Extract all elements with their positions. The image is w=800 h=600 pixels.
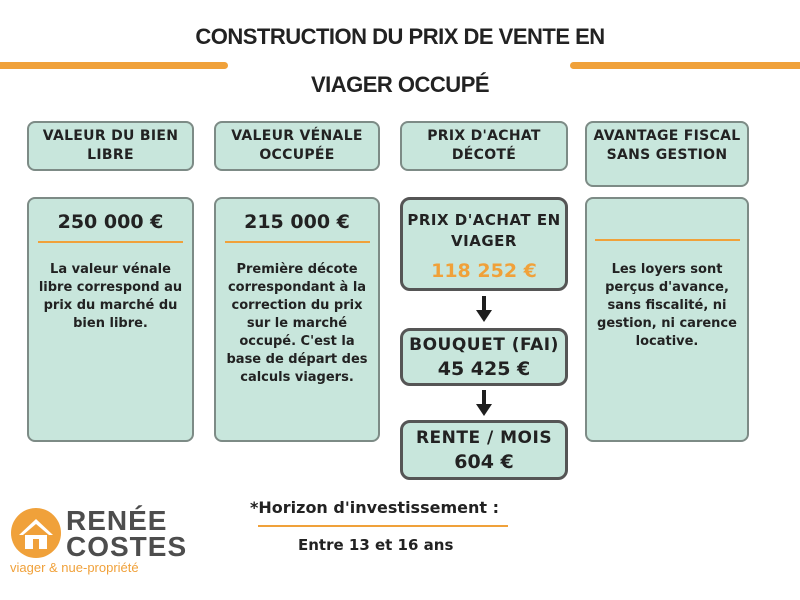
header-label: PRIX D'ACHAT DÉCOTÉ: [427, 128, 541, 163]
rente-label: RENTE / MOIS: [415, 428, 553, 448]
company-logo: [8, 505, 208, 575]
card-value: 215 000 €: [244, 211, 350, 233]
card-avantage-fiscal: [585, 197, 749, 442]
purchase-value: 118 252 €: [431, 260, 537, 282]
title-line-2: VIAGER OCCUPÉ: [310, 72, 490, 97]
card-rente: [400, 420, 568, 480]
card-divider: [595, 239, 740, 241]
horizon-title: *Horizon d'investissement :: [250, 498, 499, 517]
header-valeur-venale-occupee: [214, 121, 380, 171]
header-label: VALEUR VÉNALE OCCUPÉE: [231, 128, 363, 163]
title-rule-left: [0, 62, 228, 69]
header-valeur-bien-libre: [27, 121, 194, 171]
header-avantage-fiscal: [585, 121, 749, 187]
card-divider: [225, 241, 370, 243]
house-logo-icon: [10, 507, 62, 559]
horizon-divider: [258, 525, 508, 527]
bouquet-value: 45 425 €: [437, 358, 531, 380]
rente-value: 604 €: [454, 451, 514, 473]
card-value: 250 000 €: [57, 211, 164, 233]
title-line-1: CONSTRUCTION DU PRIX DE VENTE EN: [195, 24, 605, 49]
card-description: Les loyers sont perçus d'avance, sans fiscalité, ni gestion, ni carence locative.: [597, 262, 737, 349]
header-prix-achat-decote: [400, 121, 568, 171]
logo-tagline: viager & nue-propriété: [10, 560, 139, 575]
card-bouquet: [400, 328, 568, 386]
purchase-label: PRIX D'ACHAT EN VIAGER: [407, 211, 561, 250]
header-label: AVANTAGE FISCAL SANS GESTION: [593, 128, 741, 163]
logo-word-1: RENÉE: [66, 505, 168, 536]
card-prix-achat-viager: [400, 197, 568, 291]
card-description: La valeur vénale libre correspond au prix du marché du bien libre.: [38, 262, 183, 331]
card-description: Première décote correspondant à la correction du prix sur le marché occupé. C'est la base de départ des calculs viagers.: [226, 262, 368, 385]
bouquet-label: BOUQUET (FAI): [409, 335, 559, 355]
logo-word-2: COSTES: [66, 531, 188, 562]
header-label: VALEUR DU BIEN LIBRE: [42, 128, 179, 163]
arrow-down-icon: [476, 296, 492, 324]
title-rule-right: [570, 62, 800, 69]
arrow-down-icon: [476, 390, 492, 418]
card-valeur-venale-occupee: [214, 197, 380, 442]
card-valeur-bien-libre: [27, 197, 194, 442]
card-divider: [38, 241, 183, 243]
horizon-range: Entre 13 et 16 ans: [298, 536, 454, 554]
